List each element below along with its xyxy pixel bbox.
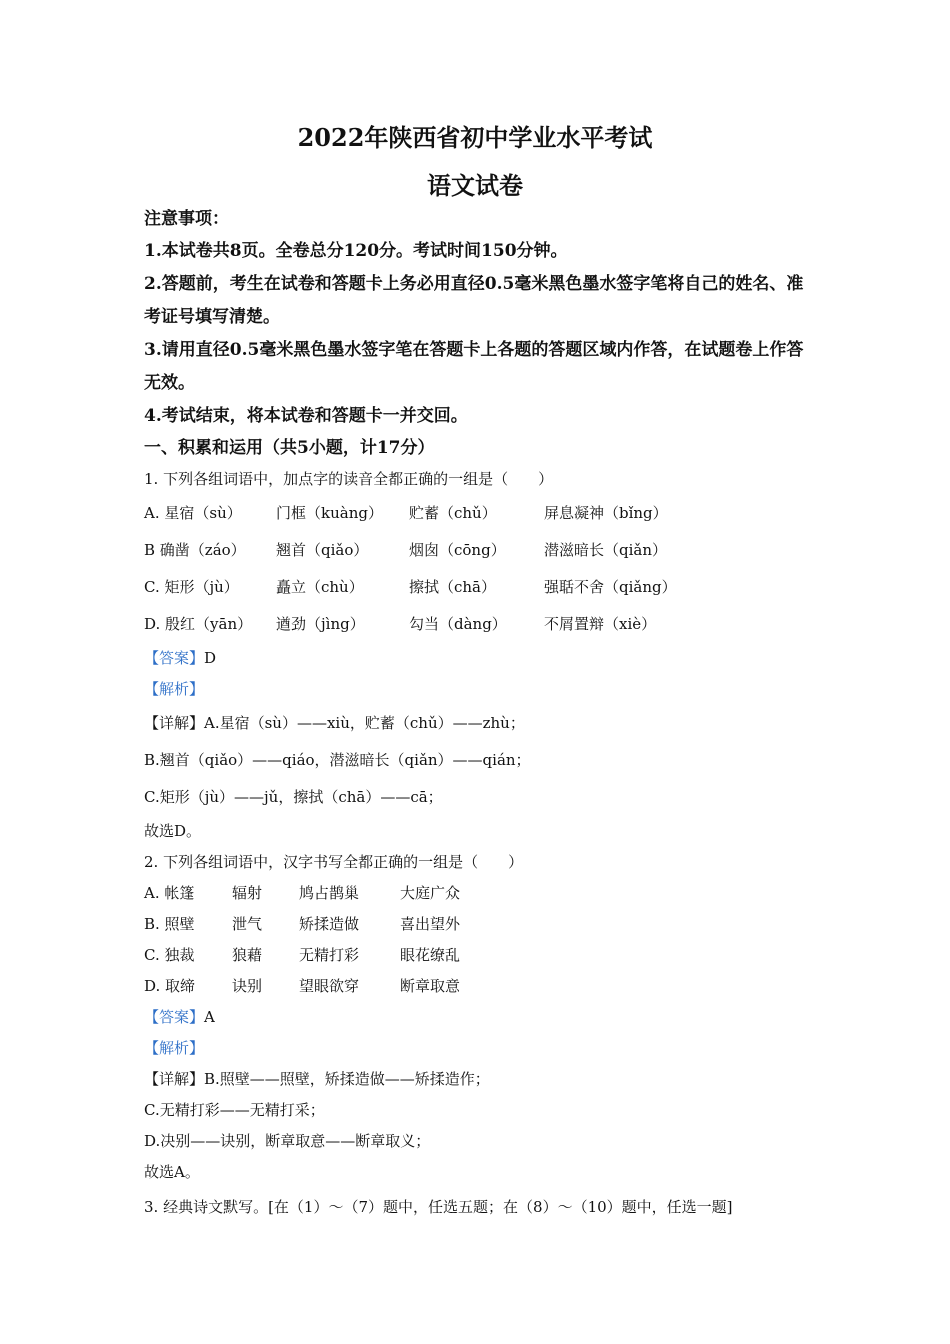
option-cell: 潜滋暗长（qiǎn） — [544, 541, 668, 559]
option-cell: 无精打彩 — [299, 946, 360, 964]
answer-tag: 【答案】 — [144, 1008, 205, 1026]
q2-answer — [144, 1002, 810, 1033]
option-cell: 望眼欲穿 — [299, 977, 360, 995]
section-heading: 一、积累和运用（共5小题，计17分） — [144, 438, 435, 458]
q2-detail-1: 【详解】B.照壁——照壁，矫揉造做——矫揉造作； — [144, 1070, 490, 1088]
option-cell: C. 矩形（jù） — [144, 578, 239, 596]
notice-item-3: 3.请用直径0.5毫米黑色墨水签字笔在答题卡上各题的答题区域内作答，在试题卷上作答无效。 — [144, 340, 804, 393]
answer-tag: 【答案】 — [144, 649, 205, 667]
exam-title: 2022年陕西省初中学业水平考试 — [297, 123, 653, 152]
option-cell: 不屑置辩（xiè） — [544, 615, 657, 633]
q1-analysis-tag: 【解析】 — [144, 680, 205, 698]
q1-stem: 1. 下列各组词语中，加点字的读音全都正确的一组是（ ） — [144, 470, 554, 488]
answer-value: A — [204, 1008, 215, 1026]
option-cell: C. 独裁 — [144, 946, 195, 964]
option-cell: 屏息凝神（bǐng） — [544, 504, 668, 522]
option-cell: 鸠占鹊巢 — [299, 884, 360, 902]
notice-item-1: 1.本试卷共8页。全卷总分120分。考试时间150分钟。 — [144, 241, 568, 261]
q1-detail-1: 【详解】A.星宿（sù）——xiù，贮蓄（chǔ）——zhù； — [144, 714, 525, 732]
q1-option-c — [144, 569, 810, 606]
option-cell: 翘首（qiǎo） — [276, 541, 369, 559]
q1-option-a — [144, 495, 810, 532]
q2-option-a — [144, 878, 810, 909]
option-cell: 诀别 — [232, 977, 263, 995]
notice-heading: 注意事项： — [144, 209, 229, 229]
option-cell: A. 帐篷 — [144, 884, 195, 902]
option-cell: 矗立（chù） — [276, 578, 364, 596]
exam-content — [144, 204, 810, 1226]
option-cell: A. 星宿（sù） — [144, 504, 242, 522]
option-cell: 泄气 — [232, 915, 263, 933]
q2-stem: 2. 下列各组词语中，汉字书写全都正确的一组是（ ） — [144, 853, 524, 871]
q2-detail-2: C.无精打彩——无精打采； — [144, 1101, 325, 1119]
q2-detail-4: 故选A。 — [144, 1163, 200, 1181]
option-cell: D. 取缔 — [144, 977, 196, 995]
option-cell: B 确凿（záo） — [144, 541, 246, 559]
q2-detail-3: D.决别——诀别，断章取意——断章取义； — [144, 1132, 431, 1150]
option-cell: 眼花缭乱 — [400, 946, 461, 964]
q1-detail-3: C.矩形（jù）——jǔ，擦拭（chā）——cā； — [144, 788, 443, 806]
option-cell: 门框（kuàng） — [276, 504, 383, 522]
q1-answer — [144, 643, 810, 674]
q1-detail-4: 故选D。 — [144, 822, 202, 840]
option-cell: 喜出望外 — [400, 915, 461, 933]
option-cell: 矫揉造做 — [299, 915, 360, 933]
q1-option-b — [144, 532, 810, 569]
notice-item-4: 4.考试结束，将本试卷和答题卡一并交回。 — [144, 406, 468, 426]
q1-detail-2: B.翘首（qiǎo）——qiáo，潜滋暗长（qiǎn）——qián； — [144, 751, 531, 769]
answer-value: D — [204, 649, 217, 667]
option-cell: 狼藉 — [232, 946, 263, 964]
exam-subtitle: 语文试卷 — [427, 171, 523, 200]
q2-option-d — [144, 971, 810, 1002]
q3-stem: 3. 经典诗文默写。[在（1）～（7）题中，任选五题；在（8）～（10）题中，任选一题] — [144, 1198, 733, 1216]
option-cell: D. 殷红（yān） — [144, 615, 253, 633]
option-cell: 强聒不舍（qiǎng） — [544, 578, 677, 596]
option-cell: B. 照壁 — [144, 915, 195, 933]
option-cell: 大庭广众 — [400, 884, 461, 902]
option-cell: 擦拭（chā） — [409, 578, 497, 596]
option-cell: 勾当（dàng） — [409, 615, 507, 633]
option-cell: 烟囱（cōng） — [409, 541, 506, 559]
q2-option-c — [144, 940, 810, 971]
option-cell: 遒劲（jìng） — [276, 615, 365, 633]
q1-option-d — [144, 606, 810, 643]
option-cell: 辐射 — [232, 884, 263, 902]
q2-analysis-tag: 【解析】 — [144, 1039, 205, 1057]
q2-option-b — [144, 909, 810, 940]
notice-item-2: 2.答题前，考生在试卷和答题卡上务必用直径0.5毫米黑色墨水签字笔将自己的姓名、准考证号填写清楚。 — [144, 274, 804, 327]
option-cell: 断章取意 — [400, 977, 461, 995]
option-cell: 贮蓄（chǔ） — [409, 504, 497, 522]
